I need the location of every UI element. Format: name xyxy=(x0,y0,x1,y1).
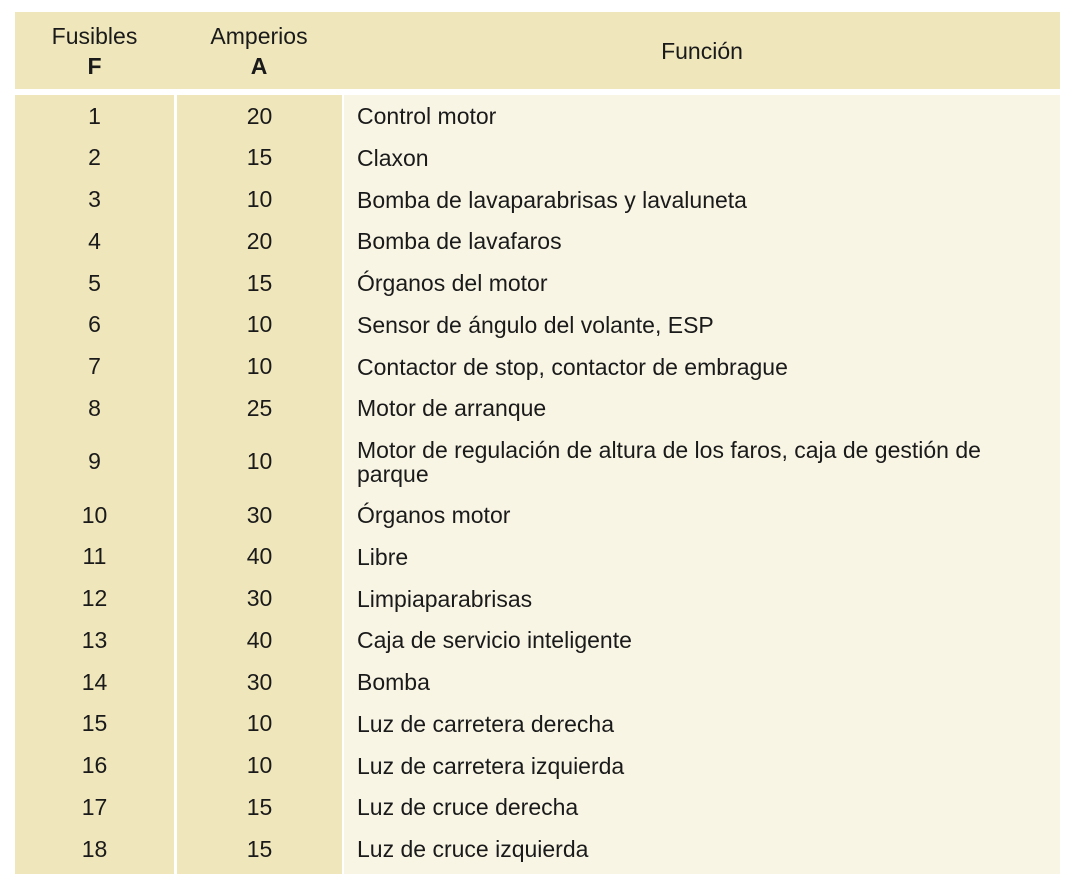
amps-cell: 20 xyxy=(246,102,273,129)
fuse-cell: 13 xyxy=(81,626,108,653)
fuse-cell: 8 xyxy=(88,394,101,421)
amps-cell: 10 xyxy=(246,752,273,778)
fuse-cell: 3 xyxy=(88,186,101,212)
fuse-cell: 4 xyxy=(88,227,101,254)
amps-cell: 30 xyxy=(246,668,273,695)
table-row xyxy=(15,179,1060,221)
function-cell: Bomba de lavaparabrisas y lavaluneta xyxy=(357,186,747,213)
fuse-cell: 12 xyxy=(81,585,108,611)
function-cell: Sensor de ángulo del volante, ESP xyxy=(357,311,714,338)
function-cell: Contactor de stop, contactor de embrague xyxy=(357,353,788,380)
table-row xyxy=(15,262,1060,304)
function-cell: Motor de arranque xyxy=(357,395,547,422)
table-row xyxy=(15,429,1060,494)
table-row xyxy=(15,786,1060,828)
table-row xyxy=(15,661,1060,703)
table-row xyxy=(15,745,1060,787)
table-row xyxy=(15,619,1060,661)
amps-cell: 10 xyxy=(246,448,273,474)
header-fuse xyxy=(15,12,174,89)
function-cell: Bomba de lavafaros xyxy=(357,228,562,255)
table-row xyxy=(15,536,1060,578)
amps-cell: 40 xyxy=(246,543,273,570)
header-function-label: Función xyxy=(661,37,743,64)
table-row xyxy=(15,95,1060,137)
function-cell: Claxon xyxy=(357,144,429,171)
function-cell: Control motor xyxy=(357,103,497,129)
table-row xyxy=(15,578,1060,620)
amps-cell: 10 xyxy=(246,710,273,737)
amps-cell: 25 xyxy=(246,394,273,421)
fuse-cell: 2 xyxy=(88,144,101,171)
fuse-cell: 11 xyxy=(82,543,107,570)
fuse-cell: 15 xyxy=(81,710,108,737)
fuse-cell: 5 xyxy=(88,269,101,296)
table-row xyxy=(15,220,1060,262)
function-cell: Luz de carretera izquierda xyxy=(357,752,625,779)
function-cell: Limpiaparabrisas xyxy=(357,585,533,612)
table-row xyxy=(15,387,1060,429)
function-cell: Luz de cruce izquierda xyxy=(357,836,589,862)
function-cell: Caja de servicio inteligente xyxy=(357,627,632,654)
fuse-cell: 9 xyxy=(88,448,101,474)
function-cell: Bomba xyxy=(357,669,430,695)
function-cell: Luz de cruce derecha xyxy=(357,794,579,821)
amps-cell: 10 xyxy=(246,186,273,212)
fuse-cell: 16 xyxy=(81,752,108,778)
amps-cell: 15 xyxy=(246,835,273,862)
table-row xyxy=(15,346,1060,388)
amps-cell: 15 xyxy=(246,269,273,296)
table-body xyxy=(15,95,1060,874)
fuse-cell: 10 xyxy=(81,501,108,528)
header-fuse-unit: F xyxy=(87,52,102,79)
table-header xyxy=(15,12,1060,89)
table-row xyxy=(15,137,1060,179)
amps-cell: 10 xyxy=(246,311,273,338)
header-function xyxy=(344,12,1060,89)
function-cell: Libre xyxy=(357,543,409,570)
function-cell: Órganos del motor xyxy=(357,270,548,296)
header-amps-unit: A xyxy=(250,52,268,79)
table-row xyxy=(15,494,1060,536)
amps-cell: 10 xyxy=(246,353,273,379)
table-row xyxy=(15,304,1060,346)
fuse-cell: 18 xyxy=(81,835,108,862)
amps-cell: 15 xyxy=(246,144,273,171)
fuse-cell: 7 xyxy=(88,353,101,379)
fuse-cell: 6 xyxy=(88,311,101,338)
header-fuse-label: Fusibles xyxy=(51,22,138,49)
fuse-cell: 14 xyxy=(81,668,108,695)
fuse-cell: 1 xyxy=(88,102,101,129)
header-amps xyxy=(176,12,342,89)
table-row xyxy=(15,828,1060,870)
fuse-cell: 17 xyxy=(81,793,108,820)
function-cell: Órganos motor xyxy=(357,502,511,528)
amps-cell: 40 xyxy=(246,626,273,653)
table-row xyxy=(15,703,1060,745)
header-amps-label: Amperios xyxy=(210,22,308,49)
function-cell: Motor de regulación de altura de los faros, caja de gestión de parque xyxy=(357,436,981,487)
amps-cell: 15 xyxy=(246,793,273,820)
amps-cell: 30 xyxy=(246,501,273,528)
function-cell: Luz de carretera derecha xyxy=(357,710,614,737)
amps-cell: 20 xyxy=(246,227,273,254)
amps-cell: 30 xyxy=(246,585,273,611)
